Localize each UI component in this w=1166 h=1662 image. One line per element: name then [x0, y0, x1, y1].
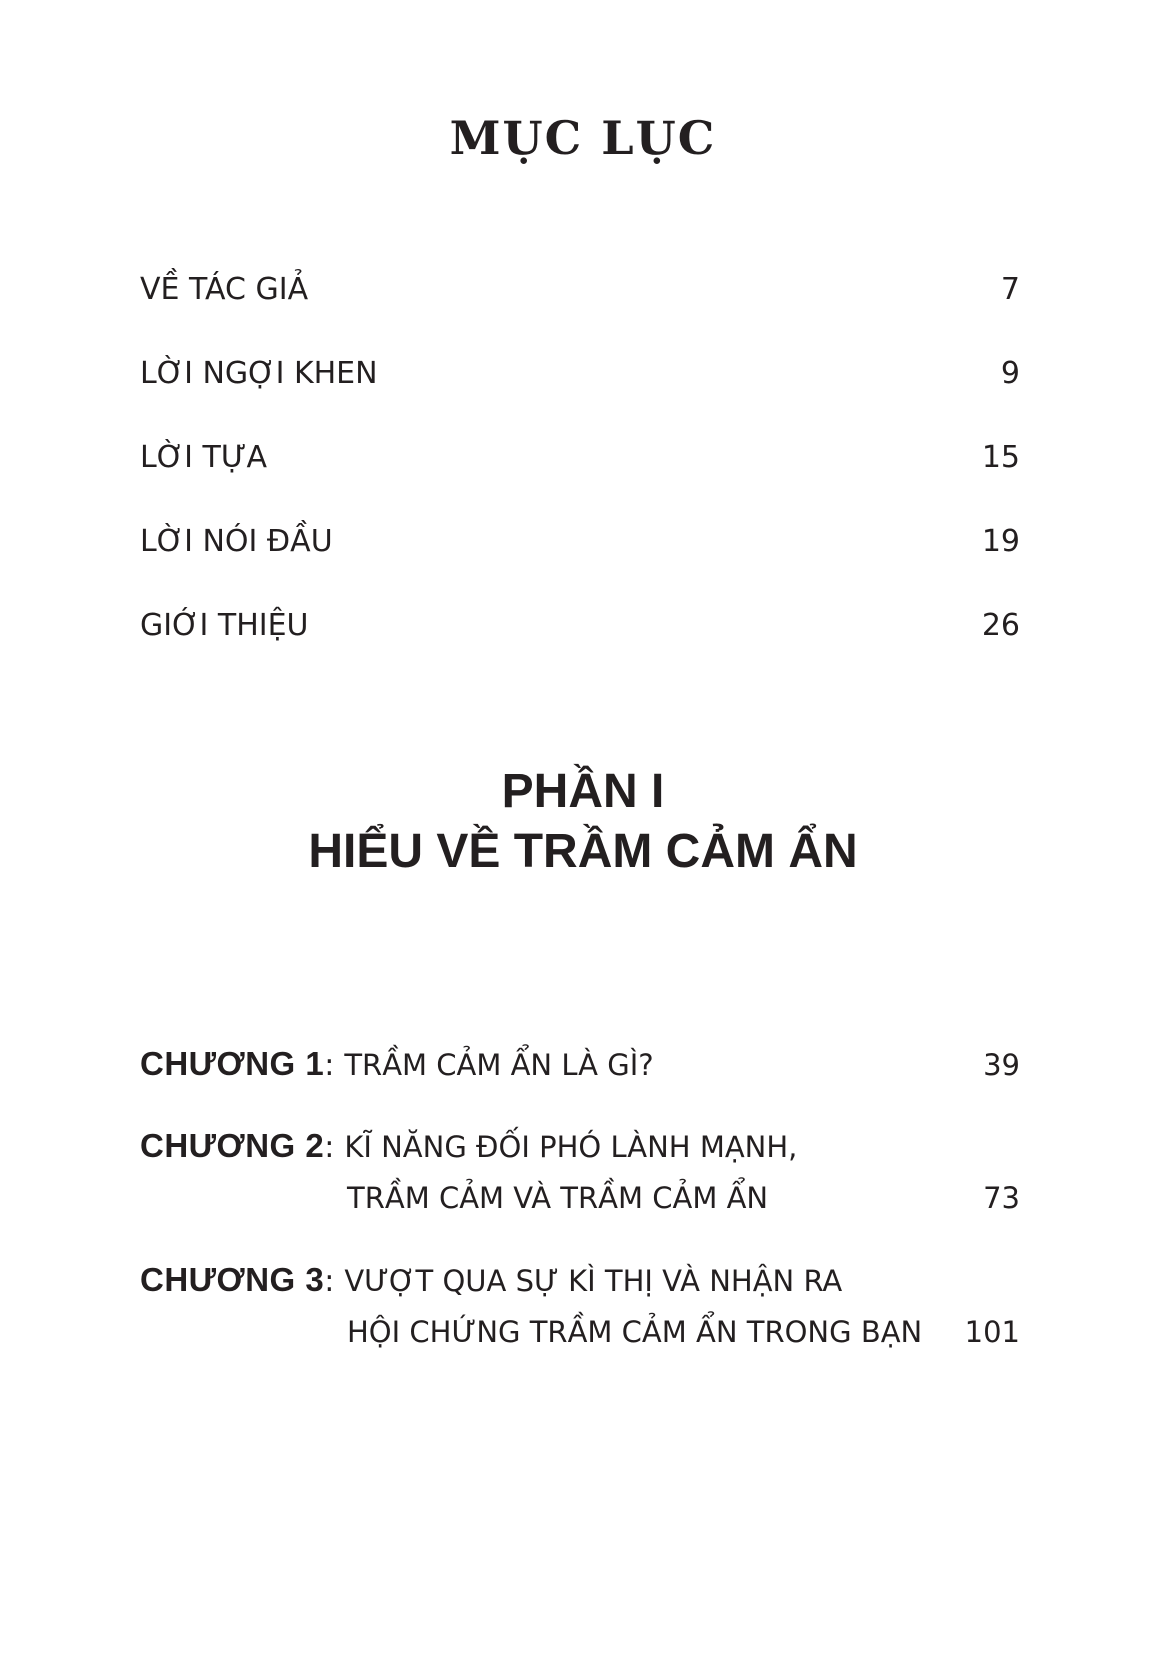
chapter-page: 39	[983, 1048, 1020, 1082]
toc-entry[interactable]	[140, 270, 1020, 354]
chapter-colon: :	[324, 1048, 335, 1083]
toc-entry[interactable]	[140, 354, 1020, 438]
part-heading	[0, 762, 1166, 882]
chapter-label: CHƯƠNG 1	[140, 1045, 325, 1082]
chapter-entry[interactable]	[140, 1120, 1020, 1224]
chapter-colon: :	[324, 1130, 335, 1165]
front-matter-list	[140, 270, 1020, 690]
toc-entry-page: 26	[981, 608, 1020, 643]
toc-entry-label: LỜI NGỢI KHEN	[140, 356, 378, 391]
chapter-colon: :	[324, 1264, 335, 1299]
page-title: MỤC LỤC	[449, 111, 717, 165]
toc-entry-label: LỜI NÓI ĐẦU	[140, 524, 333, 559]
chapter-label: CHƯƠNG 3	[140, 1261, 325, 1298]
toc-entry-label: VỀ TÁC GIẢ	[140, 272, 309, 307]
toc-entry-page: 9	[1000, 356, 1020, 391]
toc-entry-page: 7	[1000, 272, 1020, 307]
toc-entry-label: GIỚI THIỆU	[140, 608, 309, 643]
toc-entry[interactable]	[140, 606, 1020, 690]
toc-entry[interactable]	[140, 522, 1020, 606]
toc-entry-label: LỜI TỰA	[140, 440, 268, 475]
chapter-page: 73	[983, 1181, 1020, 1215]
chapter-title: VƯỢT QUA SỰ KÌ THỊ VÀ NHẬN RA	[344, 1264, 843, 1298]
chapter-entry[interactable]	[140, 1038, 1020, 1090]
part-title: HIỂU VỀ TRẦM CẢM ẨN	[308, 825, 858, 878]
chapter-entry[interactable]	[140, 1254, 1020, 1358]
chapter-title-continued: HỘI CHỨNG TRẦM CẢM ẨN TRONG BẠN	[347, 1315, 923, 1349]
toc-entry-page: 19	[981, 524, 1020, 559]
chapter-label: CHƯƠNG 2	[140, 1127, 325, 1164]
toc-entry[interactable]	[140, 438, 1020, 522]
chapter-title: TRẦM CẢM ẨN LÀ GÌ?	[344, 1048, 654, 1082]
toc-entry-page: 15	[981, 440, 1020, 475]
chapter-page: 101	[964, 1315, 1020, 1349]
part-number: PHẦN I	[501, 765, 665, 818]
chapter-title: KĨ NĂNG ĐỐI PHÓ LÀNH MẠNH,	[344, 1130, 798, 1164]
chapter-title-continued: TRẦM CẢM VÀ TRẦM CẢM ẨN	[347, 1181, 769, 1215]
chapter-list	[140, 1038, 1020, 1388]
